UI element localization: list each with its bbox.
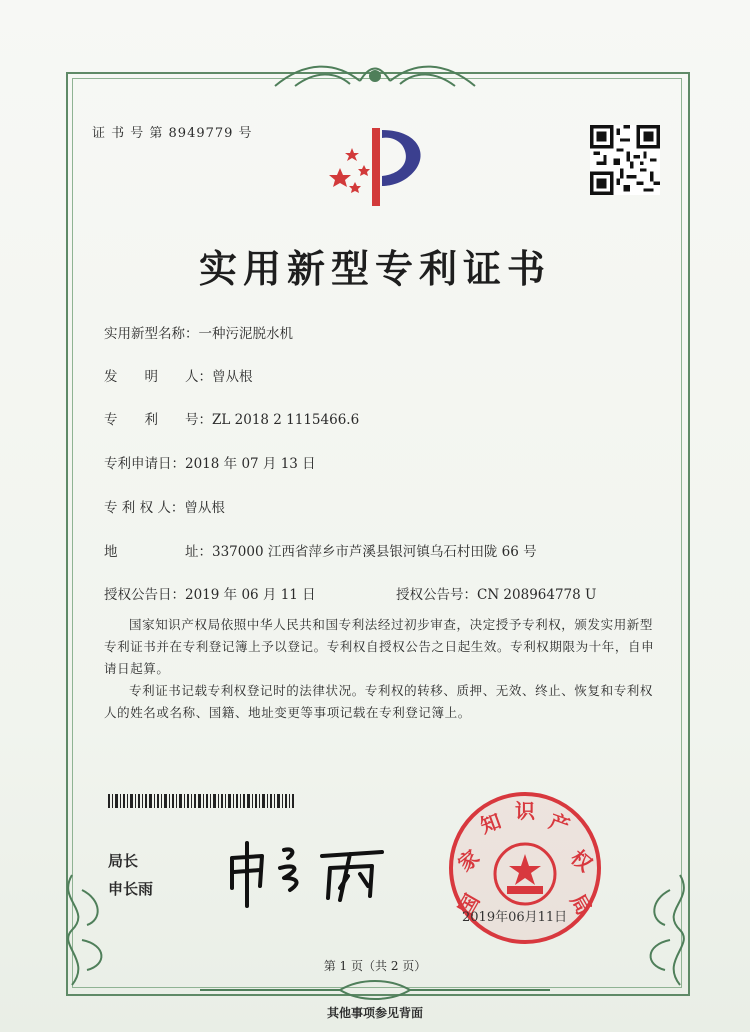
field-value: 337000 江西省萍乡市芦溪县银河镇乌石村田陇 66 号 bbox=[212, 544, 537, 560]
certificate-title: 实用新型专利证书 bbox=[198, 246, 551, 291]
field-grant-number bbox=[396, 583, 596, 603]
field-label: 专利申请日： bbox=[104, 456, 185, 472]
back-note: 其他事项参见背面 bbox=[326, 1006, 423, 1020]
official-title: 局长 bbox=[108, 852, 139, 870]
svg-text:知: 知 bbox=[477, 808, 505, 839]
svg-text:局: 局 bbox=[565, 889, 597, 920]
paragraph-legal-status: 专利证书记载专利权登记时的法律状况。专利权的转移、质押、无效、终止、恢复和专利权人的姓名或名称、国籍、地址变更等事项记载在专利登记簿上。 bbox=[104, 683, 654, 720]
svg-text:权: 权 bbox=[566, 845, 597, 877]
signature-icon bbox=[222, 838, 392, 908]
field-value: 2018 年 07 月 13 日 bbox=[185, 456, 316, 472]
field-value: ZL 2018 2 1115466.6 bbox=[212, 412, 360, 428]
field-label: 专 利 权 人： bbox=[104, 500, 185, 516]
svg-text:家: 家 bbox=[453, 845, 484, 877]
field-label: 发 明 人： bbox=[104, 369, 212, 385]
field-patentee bbox=[104, 496, 225, 516]
field-value: 曾从根 bbox=[212, 369, 253, 385]
certificate-number: 证 书 号 第 8949779 号 bbox=[92, 126, 253, 141]
svg-text:国: 国 bbox=[453, 889, 485, 920]
field-address bbox=[104, 540, 537, 560]
svg-text:识: 识 bbox=[515, 799, 535, 823]
cnipa-logo-icon bbox=[322, 120, 434, 212]
official-name: 申长雨 bbox=[108, 880, 154, 898]
field-label: 地 址： bbox=[104, 544, 212, 560]
qr-code-icon bbox=[590, 125, 660, 195]
field-value: 2019 年 06 月 11 日 bbox=[185, 587, 316, 603]
svg-text:产: 产 bbox=[545, 808, 573, 839]
field-value: CN 208964778 U bbox=[477, 587, 597, 603]
field-value: 一种污泥脱水机 bbox=[198, 326, 293, 342]
field-label: 授权公告日： bbox=[104, 587, 185, 603]
field-label: 专 利 号： bbox=[104, 412, 212, 428]
field-label: 实用新型名称： bbox=[104, 326, 199, 342]
field-value: 曾从根 bbox=[184, 500, 225, 516]
top-ornament-icon bbox=[265, 56, 485, 96]
field-utility-model-name bbox=[104, 322, 293, 342]
field-label: 授权公告号： bbox=[396, 587, 477, 603]
page-number: 第 1 页（共 2 页） bbox=[323, 959, 427, 973]
field-application-date bbox=[104, 452, 316, 472]
field-grant-date bbox=[104, 583, 316, 603]
barcode-icon bbox=[108, 794, 294, 808]
field-patent-number bbox=[104, 408, 359, 428]
bottom-center-ornament-icon bbox=[200, 978, 550, 1002]
seal-date: 2019年06月11日 bbox=[462, 910, 568, 925]
field-inventor bbox=[104, 365, 253, 385]
paragraph-grant-statement: 国家知识产权局依照中华人民共和国专利法经过初步审查，决定授予专利权，颁发实用新型专利证书并在专利登记簿上予以登记。专利权自授权公告之日起生效。专利权期限为十年，自申请日起算。 bbox=[104, 617, 655, 676]
